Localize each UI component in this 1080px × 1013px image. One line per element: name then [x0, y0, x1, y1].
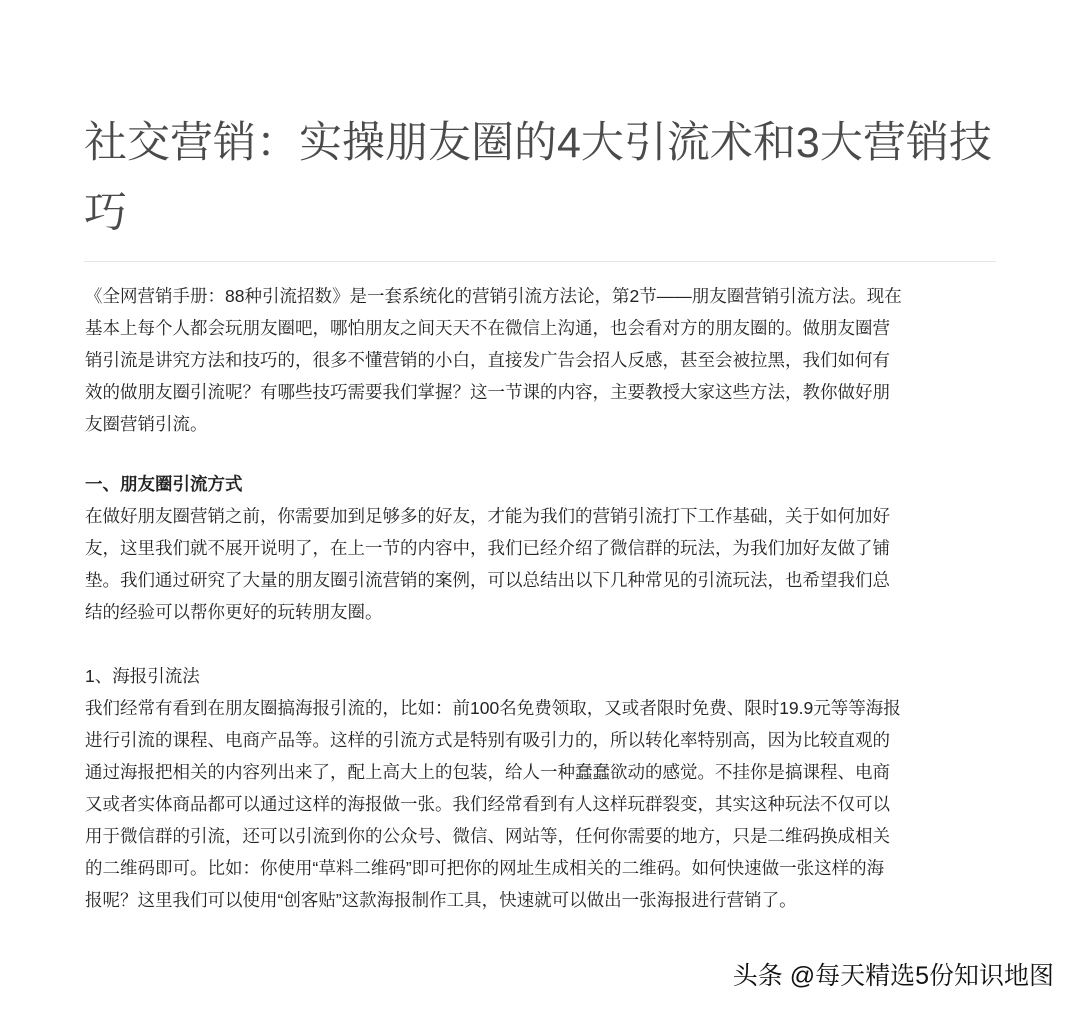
text-line: 用于微信群的引流，还可以引流到你的公众号、微信、网站等，任何你需要的地方，只是二维码换成相关	[85, 826, 890, 846]
text-line: 基本上每个人都会玩朋友圈吧，哪怕朋友之间天天不在微信上沟通，也会看对方的朋友圈的。做朋友圈营	[85, 318, 890, 338]
title-divider	[84, 261, 996, 262]
text-line: 友圈营销引流。	[85, 414, 208, 434]
intro-paragraph	[85, 280, 1005, 440]
title-line: 巧	[84, 189, 127, 237]
text-line: 垫。我们通过研究了大量的朋友圈引流营销的案例，可以总结出以下几种常见的引流玩法，也希望我们总	[85, 570, 890, 590]
text-line: 在做好朋友圈营销之前，你需要加到足够多的好友，才能为我们的营销引流打下工作基础，关于如何加好	[85, 506, 890, 526]
text-line: 的二维码即可。比如：你使用“草料二维码”即可把你的网址生成相关的二维码。如何快速做一张这样的海	[85, 858, 885, 878]
title-line: 社交营销：实操朋友圈的4大引流术和3大营销技	[84, 119, 992, 167]
text-line: 进行引流的课程、电商产品等。这样的引流方式是特别有吸引力的，所以转化率特别高，因为比较直观的	[85, 730, 890, 750]
text-line: 通过海报把相关的内容列出来了，配上高大上的包装，给人一种蠢蠢欲动的感觉。不挂你是搞课程、电商	[85, 762, 890, 782]
section-heading: 一、朋友圈引流方式	[85, 474, 243, 494]
text-line: 报呢？这里我们可以使用“创客贴”这款海报制作工具，快速就可以做出一张海报进行营销了。	[85, 890, 797, 910]
watermark: 头条 @每天精选5份知识地图	[732, 962, 1054, 990]
article-title	[84, 108, 1004, 248]
text-line: 友，这里我们就不展开说明了，在上一节的内容中，我们已经介绍了微信群的玩法，为我们加好友做了铺	[85, 538, 890, 558]
text-line: 结的经验可以帮你更好的玩转朋友圈。	[85, 602, 383, 622]
text-line: 销引流是讲究方法和技巧的，很多不懂营销的小白，直接发广告会招人反感，甚至会被拉黑，我们如何有	[85, 350, 890, 370]
subsection-1	[85, 660, 1005, 916]
text-line: 效的做朋友圈引流呢？有哪些技巧需要我们掌握？这一节课的内容，主要教授大家这些方法，教你做好朋	[85, 382, 890, 402]
section-1	[85, 468, 1005, 628]
subsection-heading: 1、海报引流法	[85, 666, 200, 686]
text-line: 我们经常有看到在朋友圈搞海报引流的，比如：前100名免费领取，又或者限时免费、限时19.9元等等海报	[85, 698, 901, 718]
text-line: 《全网营销手册：88种引流招数》是一套系统化的营销引流方法论，第2节——朋友圈营销引流方法。现在	[85, 286, 902, 306]
text-line: 又或者实体商品都可以通过这样的海报做一张。我们经常看到有人这样玩群裂变，其实这种玩法不仅可以	[85, 794, 890, 814]
